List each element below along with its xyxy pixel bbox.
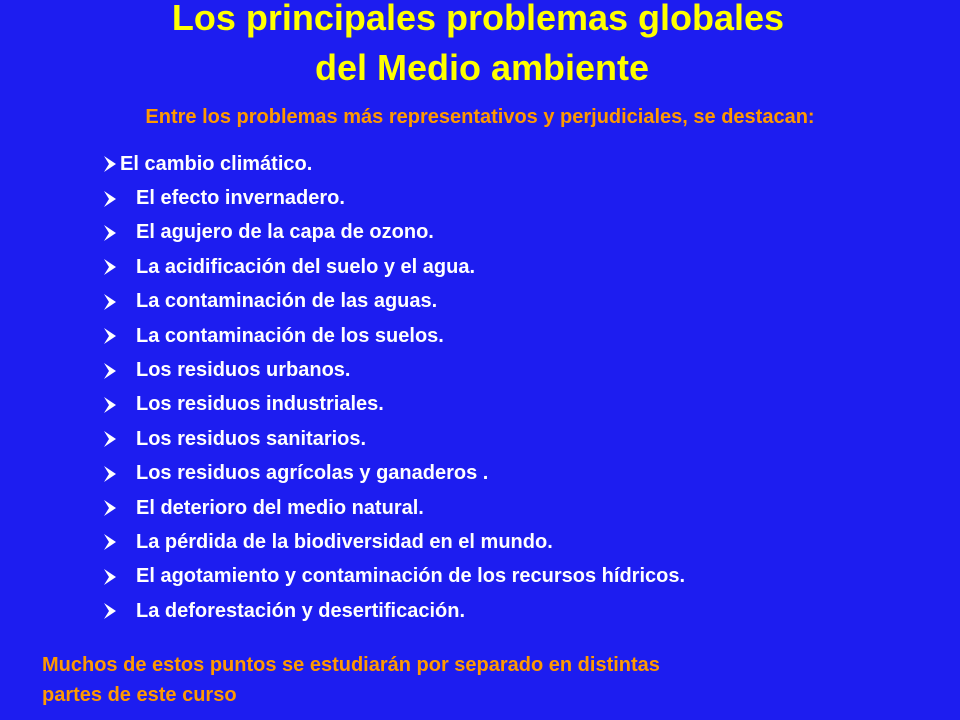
list-item xyxy=(104,457,685,491)
intro-text: Entre los problemas más representativos y perjudiciales, se destacan: xyxy=(145,106,815,128)
list-item xyxy=(104,491,685,525)
list-item-label: Los residuos industriales. xyxy=(136,393,384,416)
list-item xyxy=(104,250,685,284)
list-item xyxy=(104,353,685,387)
arrowhead-bullet-icon xyxy=(104,259,116,275)
list-item xyxy=(104,181,685,215)
list-item-label: El efecto invernadero. xyxy=(136,187,345,210)
slide-title-line1: Los principales problemas globales xyxy=(171,0,785,38)
arrowhead-bullet-icon xyxy=(104,603,116,619)
list-item xyxy=(104,388,685,422)
arrowhead-bullet-icon xyxy=(104,534,116,550)
list-item-label: El cambio climático. xyxy=(120,152,313,175)
list-item-label: La acidificación del suelo y el agua. xyxy=(136,255,476,278)
list-item-label: La deforestación y desertificación. xyxy=(136,599,465,622)
arrowhead-bullet-icon xyxy=(104,156,116,172)
closing-note xyxy=(42,650,922,710)
list-item xyxy=(104,147,685,181)
list-item-label: La contaminación de las aguas. xyxy=(136,290,438,313)
list-item xyxy=(104,285,685,319)
list-item-label: La pérdida de la biodiversidad en el mundo. xyxy=(136,530,553,553)
slide-title-line2: del Medio ambiente xyxy=(314,47,650,88)
list-item xyxy=(104,560,685,594)
list-item xyxy=(104,594,685,628)
list-item-label: Los residuos agrícolas y ganaderos . xyxy=(136,462,489,485)
arrowhead-bullet-icon xyxy=(104,397,116,413)
list-item xyxy=(104,216,685,250)
arrowhead-bullet-icon xyxy=(104,328,116,344)
arrowhead-bullet-icon xyxy=(104,500,116,516)
arrowhead-bullet-icon xyxy=(104,363,116,379)
problem-list xyxy=(104,147,685,628)
list-item xyxy=(104,319,685,353)
arrowhead-bullet-icon xyxy=(104,225,116,241)
closing-note-line2: partes de este curso xyxy=(42,684,237,706)
list-item-label: El agujero de la capa de ozono. xyxy=(136,221,434,244)
arrowhead-bullet-icon xyxy=(104,294,116,310)
arrowhead-bullet-icon xyxy=(104,569,116,585)
arrowhead-bullet-icon xyxy=(104,466,116,482)
arrowhead-bullet-icon xyxy=(104,191,116,207)
list-item-label: El deterioro del medio natural. xyxy=(136,496,424,519)
list-item-label: El agotamiento y contaminación de los recursos hídricos. xyxy=(136,565,686,588)
arrowhead-bullet-icon xyxy=(104,431,116,447)
closing-note-line1: Muchos de estos puntos se estudiarán por separado en distintas xyxy=(42,654,660,676)
list-item-label: Los residuos sanitarios. xyxy=(136,427,367,450)
list-item-label: Los residuos urbanos. xyxy=(136,359,351,382)
list-item-label: La contaminación de los suelos. xyxy=(136,324,444,347)
list-item xyxy=(104,525,685,559)
list-item xyxy=(104,422,685,456)
